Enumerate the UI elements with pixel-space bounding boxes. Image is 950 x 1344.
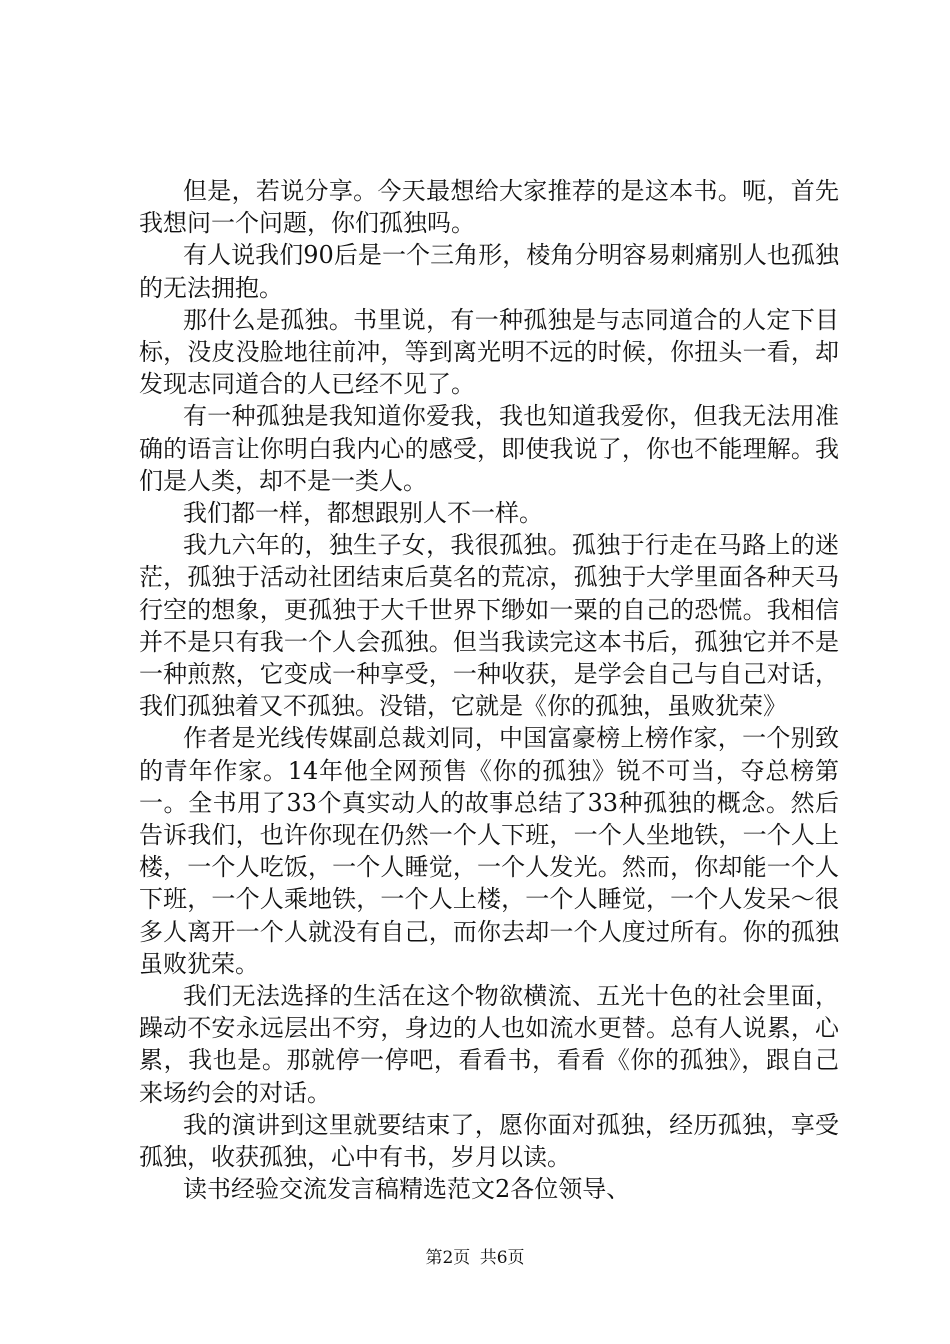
page-number: 第2页 [425,1248,471,1268]
paragraph-8: 我们无法选择的生活在这个物欲横流、五光十色的社会里面，躁动不安永远层出不穷，身边的人也如流水更替。总有人说累，心累，我也是。那就停一停吧，看看书，看看《你的孤独》，跟自己来场约会的对话。 [139,982,839,1107]
paragraph-6: 我九六年的，独生子女，我很孤独。孤独于行走在马路上的迷茫，孤独于活动社团结束后莫名的荒凉，孤独于大学里面各种天马行空的想象，更孤独于大千世界下缈如一粟的自己的恐慌。我相信并不是只有我一个人会孤独。但当我读完这本书后，孤独它并不是一种煎熬，它变成一种享受，一种收获，是学会自己与自己对话，我们孤独着又不孤独。没错，它就是《你的孤独，虽败犹荣》 [139,531,839,721]
paragraph-5: 我们都一样，都想跟别人不一样。 [183,499,543,528]
paragraph-2: 有人说我们90后是一个三角形，棱角分明容易刺痛别人也孤独的无法拥抱。 [139,241,839,302]
paragraph-1: 但是，若说分享。今天最想给大家推荐的是这本书。呃，首先我想问一个问题，你们孤独吗。 [139,177,839,238]
paragraph-9: 我的演讲到这里就要结束了，愿你面对孤独，经历孤独，享受孤独，收获孤独，心中有书，岁月以读。 [139,1110,839,1172]
page-footer [0,1243,950,1268]
paragraph-10: 读书经验交流发言稿精选范文2各位领导、 [183,1175,631,1204]
paragraph-4: 有一种孤独是我知道你爱我，我也知道我爱你，但我无法用准确的语言让你明白我内心的感受，即使我说了，你也不能理解。我们是人类，却不是一类人。 [139,402,839,495]
paragraph-7: 作者是光线传媒副总裁刘同，中国富豪榜上榜作家，一个别致的青年作家。14年他全网预售《你的孤独》锐不可当，夺总榜第一。全书用了33个真实动人的故事总结了33种孤独的概念。然后告诉我们，也许你现在仍然一个人下班，一个人坐地铁，一个人上楼，一个人吃饭，一个人睡觉，一个人发光。然而，你却能一个人下班，一个人乘地铁，一个人上楼，一个人睡觉，一个人发呆～很多人离开一个人就没有自己，而你去却一个人度过所有。你的孤独虽败犹荣。 [139,724,839,978]
document-body [139,175,839,1206]
paragraph-3: 那什么是孤独。书里说，有一种孤独是与志同道合的人定下目标，没皮没脸地往前冲，等到离光明不远的时候，你扭头一看，却发现志同道合的人已经不见了。 [139,305,839,399]
page-total: 共6页 [479,1248,525,1268]
